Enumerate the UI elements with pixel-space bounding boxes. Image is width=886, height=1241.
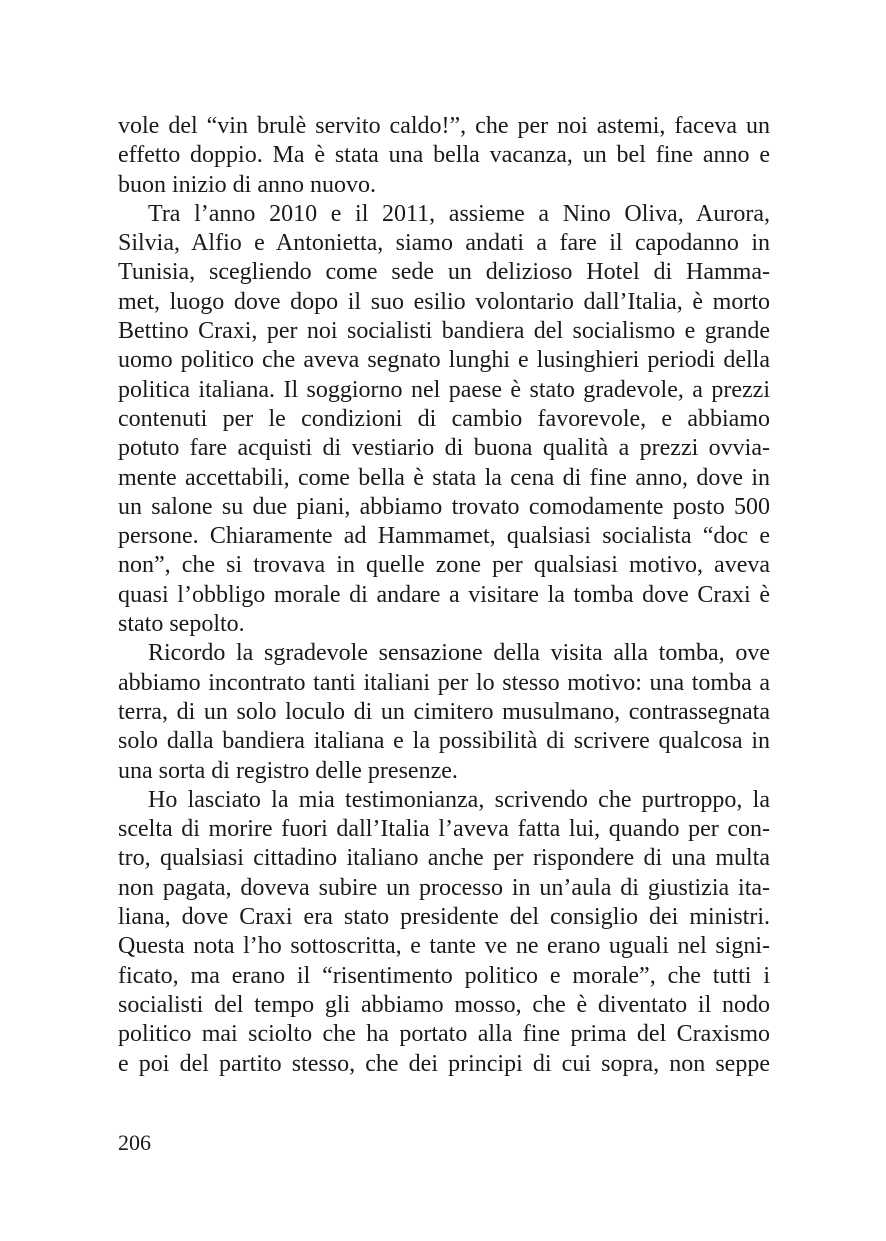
text-line: effetto doppio. Ma è stata una bella vacanza, un bel fine anno e	[118, 142, 770, 169]
text-line: persone. Chiaramente ad Hammamet, qualsiasi socialista “doc e	[118, 523, 770, 550]
page-body	[118, 112, 770, 1079]
text-line: mente accettabili, come bella è stata la cena di fine anno, dove in	[118, 464, 770, 491]
text-line: buon inizio di anno nuovo.	[118, 171, 376, 198]
page-number: 206	[118, 1130, 151, 1155]
text-line: scelta di morire fuori dall’Italia l’aveva fatta lui, quando per con-	[118, 816, 770, 843]
text-line: met, luogo dove dopo il suo esilio volontario dall’Italia, è morto	[118, 288, 770, 315]
text-line: tro, qualsiasi cittadino italiano anche per rispondere di una multa	[118, 845, 770, 872]
text-line: contenuti per le condizioni di cambio favorevole, e abbiamo	[118, 405, 770, 432]
text-line: socialisti del tempo gli abbiamo mosso, che è diventato il nodo	[118, 991, 770, 1018]
text-line: non pagata, doveva subire un processo in un’aula di giustizia ita-	[118, 874, 770, 901]
text-line: Questa nota l’ho sottoscritta, e tante ve ne erano uguali nel signi-	[118, 933, 770, 960]
text-line: ficato, ma erano il “risentimento politico e morale”, che tutti i	[118, 962, 770, 989]
text-line: Ho lasciato la mia testimonianza, scrivendo che purtroppo, la	[148, 786, 770, 813]
text-line: Tra l’anno 2010 e il 2011, assieme a Nino Oliva, Aurora,	[148, 200, 770, 227]
text-line: politica italiana. Il soggiorno nel paese è stato gradevole, a prezzi	[118, 376, 770, 403]
text-line: un salone su due piani, abbiamo trovato comodamente posto 500	[118, 493, 770, 520]
text-line: potuto fare acquisti di vestiario di buona qualità a prezzi ovvia-	[118, 435, 770, 462]
text-line: liana, dove Craxi era stato presidente del consiglio dei ministri.	[118, 904, 770, 931]
text-line: Silvia, Alfio e Antonietta, siamo andati a fare il capodanno in	[118, 230, 770, 257]
text-line: quasi l’obbligo morale di andare a visitare la tomba dove Craxi è	[118, 581, 770, 608]
text-line: Ricordo la sgradevole sensazione della visita alla tomba, ove	[148, 640, 770, 667]
text-line: non”, che si trovava in quelle zone per qualsiasi motivo, aveva	[118, 552, 770, 579]
text-line: solo dalla bandiera italiana e la possibilità di scrivere qualcosa in	[118, 728, 770, 755]
text-line: politico mai sciolto che ha portato alla fine prima del Craxismo	[118, 1021, 770, 1048]
text-line: stato sepolto.	[118, 611, 245, 638]
text-line: Bettino Craxi, per noi socialisti bandiera del socialismo e grande	[118, 318, 770, 345]
text-line: abbiamo incontrato tanti italiani per lo stesso motivo: una tomba a	[118, 669, 770, 696]
text-line: e poi del partito stesso, che dei principi di cui sopra, non seppe	[118, 1050, 770, 1077]
text-line: una sorta di registro delle presenze.	[118, 757, 458, 784]
text-line: vole del “vin brulè servito caldo!”, che per noi astemi, faceva un	[118, 113, 770, 139]
text-line: uomo politico che aveva segnato lunghi e lusinghieri periodi della	[118, 347, 770, 374]
text-line: Tunisia, scegliendo come sede un delizioso Hotel di Hamma-	[118, 259, 770, 286]
text-line: terra, di un solo loculo di un cimitero musulmano, contrassegnata	[118, 698, 770, 725]
